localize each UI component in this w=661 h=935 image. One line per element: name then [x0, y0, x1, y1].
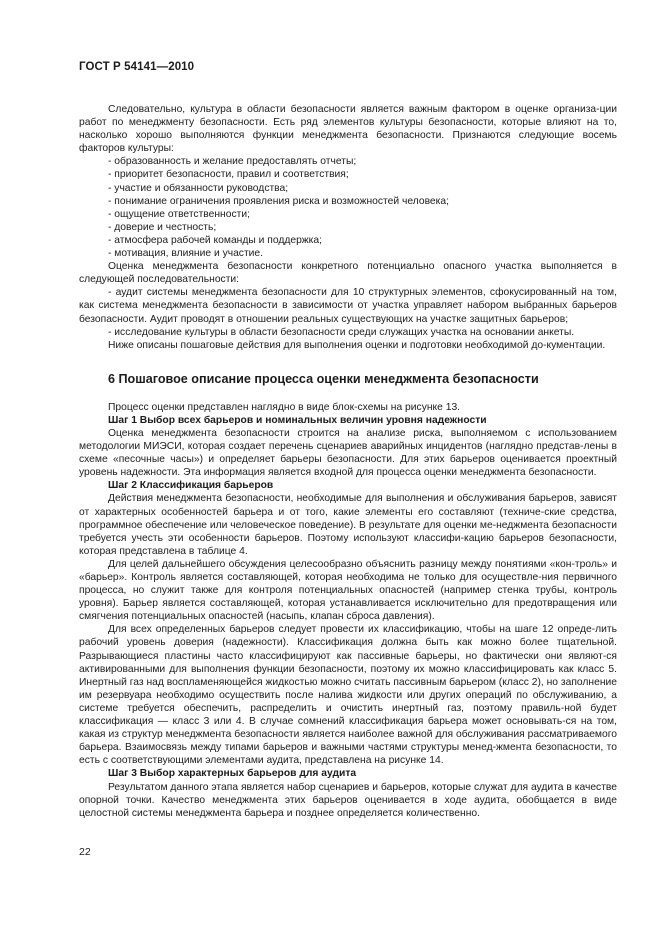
paragraph: Оценка менеджмента безопасности строится на анализе риска, выполняемом с использованием методологии МИЭСИ, которая создает перечень сценариев аварийных инцидентов (наглядно представ-лены в схеме «песочные часы») и определяет барьеры безопасности. Для этих барьеров оценивается проектный уровень надежности. Эта информация является входной для процесса оценки менеджмента безопасности.: [79, 427, 617, 479]
paragraph: Процесс оценки представлен наглядно в виде блок-схемы на рисунке 13.: [108, 401, 461, 413]
paragraph: Оценка менеджмента безопасности конкретного потенциально опасного участка выполняется в следующей последовательности:: [79, 261, 617, 286]
list-item: - исследование культуры в области безопасности среди служащих участка на основании анкеты.: [108, 326, 575, 338]
page-number: 22: [79, 846, 91, 858]
list-item: - аудит системы менеджмента безопасности для 10 структурных элементов, сфокусированный на том, как система менеджмента безопасности в зависимости от участка управляет набором выбранных барьеров безопасности. Аудит проводят в отношении реальных существующих на участке защитных барьеров;: [79, 287, 617, 325]
page-content: [79, 103, 617, 820]
paragraph: Результатом данного этапа является набор сценариев и барьеров, которые служат для аудита в качестве опорной точки. Качество менеджмента этих барьеров оценивается в ходе аудита, обобщается в виде целостной системы менеджмента барьера и позднее определяется количественно.: [79, 781, 617, 819]
paragraph: Действия менеджмента безопасности, необходимые для выполнения и обслуживания барьеров, зависят от характерных особенностей барьера и от того, какие элементы его составляют (техниче-ские средства, программное обеспечение или человеческое поведение). В результате для оценки ме-неджмента безопасности требуется учесть эти особенности барьеров. Поэтому используют классифи-кацию барьеров безопасности, которая представлена в таблице 4.: [79, 493, 617, 557]
list-item: - доверие и честность;: [108, 221, 217, 233]
list-item: - понимание ограничения проявления риска и возможностей человека;: [108, 195, 449, 207]
culture-factors-list: [79, 155, 617, 260]
paragraph: Для всех определенных барьеров следует провести их классификацию, чтобы на шаге 12 опреде-лить рабочий уровень доверия (надежности). Классификация должна быть как можно более тщательной. Разрывающиеся пластины часто классифицируют как пассивные барьеры, но фактически они являют-ся активированными для выполнения функции безопасности, поэтому их можно классифицировать как класс 5. Инертный газ над воспламеняющейся жидкостью можно считать пассивным барьером (класс 2), но заполнение им резервуара необходимо осуществить после налива жидкости или других операций по обслуживанию, а системе требуется обеспечить, распределить и очистить инертный газ, поэтому правиль-ной будет классификация — класс 3 или 4. В случае сомнений классификация барьера может основывать-ся на том, какая из структур менеджмента безопасности является наиболее важной для обслуживания рассматриваемого барьера. Взаимосвязь между типами барьеров и важными частями структуры менед-жмента безопасности, то есть с соответствующими элементами аудита, представлена на рисунке 14.: [79, 624, 617, 767]
document-header: ГОСТ Р 54141—2010: [79, 61, 195, 73]
paragraph: Следовательно, культура в области безопасности является важным фактором в оценке организа-ции работ по менеджменту безопасности. Есть ряд элементов культуры безопасности, которые влияют на то, насколько хорошо выполняются функции менеджмента безопасности. Признаются следующие восемь факторов культуры:: [79, 104, 617, 155]
list-item: - мотивация, влияние и участие.: [108, 248, 264, 260]
section-heading: 6 Пошаговое описание процесса оценки менеджмента безопасности: [108, 371, 539, 386]
list-item: - образованность и желание предоставлять отчеты;: [108, 156, 357, 168]
list-item: - ощущение ответственности;: [108, 208, 250, 220]
paragraph: Ниже описаны пошаговые действия для выполнения оценки и подготовки необходимой до-кументации.: [108, 339, 606, 351]
list-item: - атмосфера рабочей команды и поддержка;: [108, 234, 323, 246]
step-heading: Шаг 3 Выбор характерных барьеров для аудита: [108, 768, 357, 780]
list-item: - приоритет безопасности, правил и соответствия;: [108, 169, 349, 181]
step-heading: Шаг 1 Выбор всех барьеров и номинальных величин уровня надежности: [108, 414, 487, 426]
list-item: - участие и обязанности руководства;: [108, 182, 289, 194]
paragraph: Для целей дальнейшего обсуждения целесообразно объяснить разницу между понятиями «кон-троль» и «барьер». Контроль является составляющей, которая необходима не только для осуществле-ния первичного процесса, но служит также для контроля потенциальных опасностей (например стенка трубы, контроль уровня). Барьер является составляющей, которая устанавливается исключительно для предотвращения или смягчения потенциальных опасностей (насыпь, клапан сброса давления).: [79, 558, 617, 623]
step-heading: Шаг 2 Классификация барьеров: [108, 480, 274, 492]
